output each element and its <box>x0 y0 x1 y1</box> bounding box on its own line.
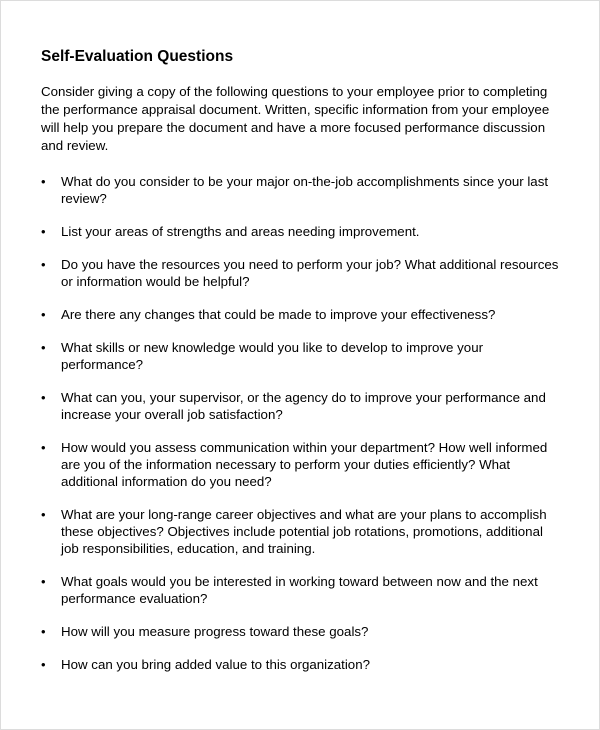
question-text: How can you bring added value to this organization? <box>61 657 370 672</box>
bullet-icon: • <box>41 440 46 455</box>
question-item <box>41 389 561 423</box>
question-item <box>41 656 561 673</box>
question-item <box>41 506 561 557</box>
question-text: What do you consider to be your major on-the-job accomplishments since your last review? <box>61 174 549 206</box>
question-item <box>41 306 561 323</box>
question-item <box>41 173 561 207</box>
bullet-icon: • <box>41 307 46 322</box>
bullet-icon: • <box>41 390 46 405</box>
bullet-icon: • <box>41 657 46 672</box>
question-list <box>41 173 561 673</box>
bullet-icon: • <box>41 224 46 239</box>
question-item <box>41 623 561 640</box>
bullet-icon: • <box>41 174 46 189</box>
question-text: List your areas of strengths and areas needing improvement. <box>61 224 420 239</box>
question-text: What can you, your supervisor, or the agency do to improve your performance and increase your overall job satisfaction? <box>61 390 546 422</box>
document-content <box>41 48 561 689</box>
bullet-icon: • <box>41 257 46 272</box>
question-item <box>41 223 561 240</box>
question-text: How will you measure progress toward these goals? <box>61 624 369 639</box>
document-title: Self-Evaluation Questions <box>41 48 234 65</box>
question-item <box>41 439 561 490</box>
bullet-icon: • <box>41 340 46 355</box>
question-item <box>41 573 561 607</box>
bullet-icon: • <box>41 507 46 522</box>
question-text: Do you have the resources you need to perform your job? What additional resources or information would be helpful? <box>61 257 559 289</box>
question-item <box>41 339 561 373</box>
question-text: How would you assess communication within your department? How well informed are you of the information necessary to perform your duties efficiently? What additional information do you need? <box>61 440 548 489</box>
question-item <box>41 256 561 290</box>
question-text: Are there any changes that could be made to improve your effectiveness? <box>61 307 496 322</box>
question-text: What goals would you be interested in working toward between now and the next performance evaluation? <box>61 574 538 606</box>
intro-paragraph: Consider giving a copy of the following questions to your employee prior to completing the performance appraisal document. Written, specific information from your employee will help you prepare the document and have a more focused performance discussion and review. <box>41 84 550 153</box>
question-text: What skills or new knowledge would you like to develop to improve your performance? <box>61 340 484 372</box>
bullet-icon: • <box>41 574 46 589</box>
question-text: What are your long-range career objectives and what are your plans to accomplish these objectives? Objectives include potential job rotations, promotions, additional job responsibilities, education, and training. <box>61 507 547 556</box>
bullet-icon: • <box>41 624 46 639</box>
